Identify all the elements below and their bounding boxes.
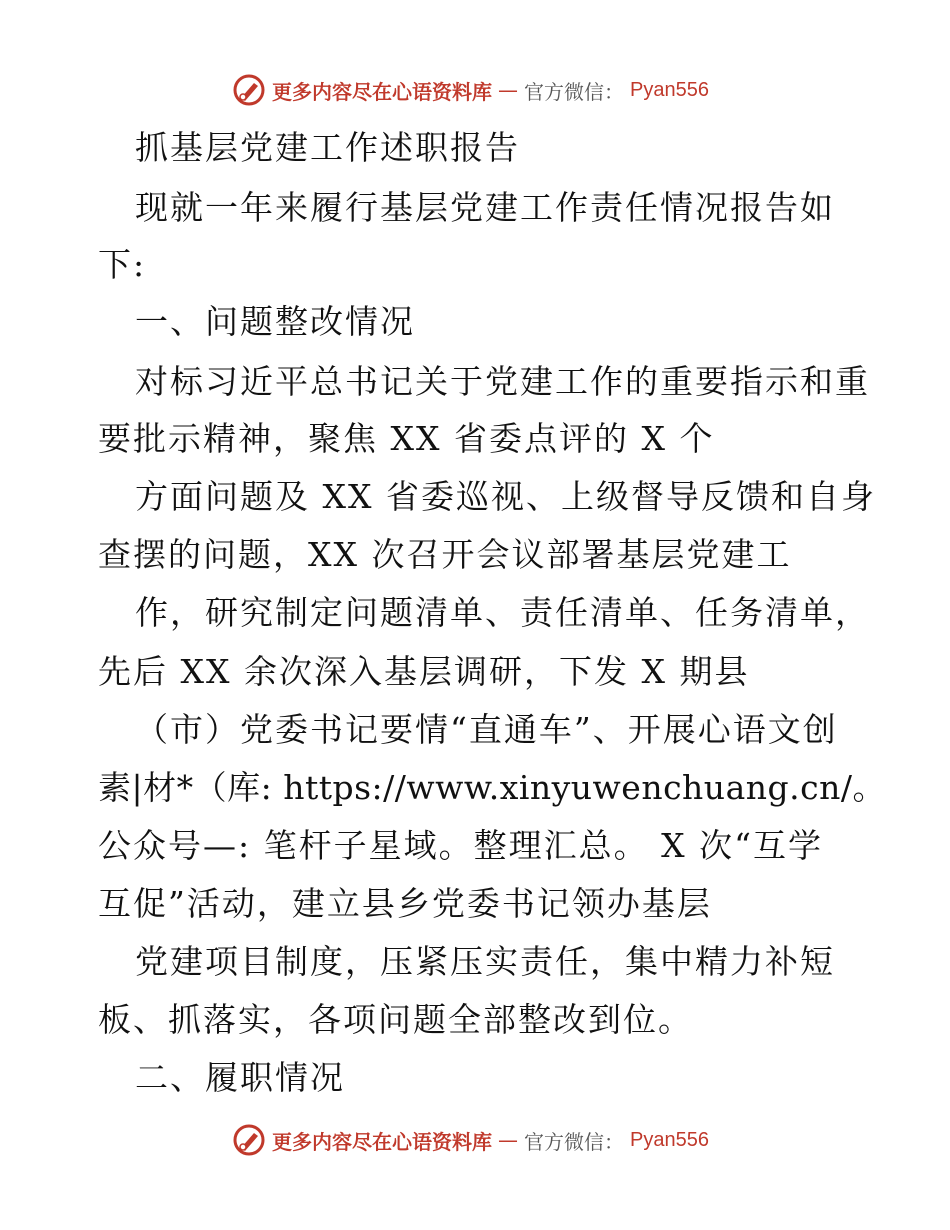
- text-line: 板、抓落实，各项问题全部整改到位。: [98, 1000, 693, 1039]
- text-line: 对标习近平总书记关于党建工作的重要指示和重: [135, 362, 870, 401]
- banner-separator: —: [498, 78, 518, 102]
- text-line: 要批示精神，聚焦 XX 省委点评的 X 个: [98, 419, 715, 458]
- text-line: 公众号—: 笔杆子星域。整理汇总。 X 次“互学: [98, 826, 823, 865]
- text-line: 现就一年来履行基层党建工作责任情况报告如: [135, 188, 835, 227]
- text-line: 党建项目制度，压紧压实责任，集中精力补短: [135, 942, 835, 981]
- section-heading: 二、履职情况: [135, 1058, 345, 1097]
- text-line: （市）党委书记要情“直通车”、开展心语文创: [135, 710, 838, 749]
- banner-official-label: 官方微信：: [524, 1129, 624, 1154]
- text-line: 互促”活动，建立县乡党委书记领办基层: [98, 884, 712, 923]
- banner-separator: —: [498, 1128, 518, 1152]
- section-heading: 一、问题整改情况: [135, 302, 415, 341]
- banner-wechat-handle: Pyan556: [630, 78, 709, 101]
- text-line: 先后 XX 余次深入基层调研，下发 X 期县: [98, 652, 750, 691]
- text-line: 作，研究制定问题清单、责任清单、任务清单，: [135, 593, 870, 632]
- footer-watermark-banner: [232, 1120, 709, 1160]
- text-line: 查摆的问题，XX 次召开会议部署基层党建工: [98, 535, 792, 574]
- text-line: 方面问题及 XX 省委巡视、上级督导反馈和自身: [135, 477, 876, 516]
- banner-official-label: 官方微信：: [524, 79, 624, 104]
- text-line: 下:: [98, 245, 147, 284]
- banner-wechat-handle: Pyan556: [630, 1128, 709, 1151]
- pen-logo-icon: [232, 1123, 266, 1157]
- banner-main-text: 更多内容尽在心语资料库: [272, 1129, 492, 1154]
- document-title: 抓基层党建工作述职报告: [135, 128, 520, 167]
- banner-main-text: 更多内容尽在心语资料库: [272, 79, 492, 104]
- text-line: 素|材*（库: https://www.xinyuwenchuang.cn/。: [98, 768, 886, 807]
